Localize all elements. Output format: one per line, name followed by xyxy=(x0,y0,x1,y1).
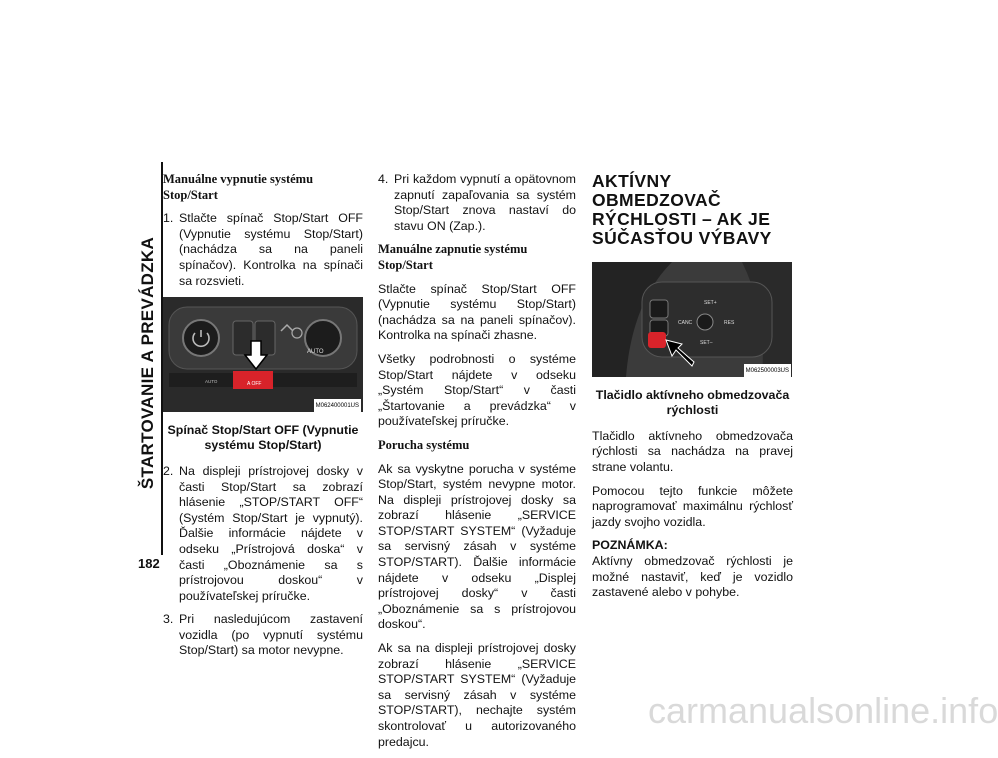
set-plus-label: SET+ xyxy=(704,300,717,306)
list-number: 3. xyxy=(163,612,174,627)
note-heading: POZNÁMKA: xyxy=(592,538,668,553)
column-1 xyxy=(163,172,363,667)
switch-panel-illustration xyxy=(163,297,363,412)
list-text: Stlačte spínač Stop/Start OFF (Vypnutie systému Stop/Start) (nachádza sa na paneli spínačov). Kontrolka na spínači sa rozsvieti. xyxy=(179,211,363,288)
watermark: carmanualsonline.info xyxy=(648,690,998,731)
canc-label: CANC xyxy=(678,320,693,326)
paragraph: Pomocou tejto funkcie môžete naprogramovať maximálnu rýchlosť jazdy svojho vozidla. xyxy=(592,483,793,529)
figure-caption: Tlačidlo aktívneho obmedzovača rýchlosti xyxy=(595,387,790,418)
list-number: 4. xyxy=(378,172,389,186)
subheading-manual-on: Manuálne zapnutie systému Stop/Start xyxy=(378,242,528,272)
list-item xyxy=(163,612,363,659)
paragraph: Ak sa vyskytne porucha v systéme Stop/Start, systém nevypne motor. Na displeji prístrojovej dosky sa zobrazí hlásenie „SERVICE STOP/START SYSTEM“ (Vyžaduje sa servisný zásah v systéme STOP/START). Ďalšie informácie nájdete v odseku „Displej prístrojovej dosky“ v časti „Oboznámenie sa s prístrojovou doskou“. xyxy=(378,461,576,632)
set-minus-label: SET– xyxy=(700,340,713,346)
paragraph: Tlačidlo aktívneho obmedzovača rýchlosti sa nachádza na pravej strane volantu. xyxy=(592,428,793,474)
res-label: RES xyxy=(724,320,735,326)
list-item xyxy=(163,464,363,604)
list-item xyxy=(163,211,363,289)
list-number: 2. xyxy=(163,463,174,478)
list-text: Pri každom vypnutí a opätovnom zapnutí zapaľovania sa systém Stop/Start znova nastaví do stavu ON (Zap.). xyxy=(394,172,576,233)
note-text: Aktívny obmedzovač rýchlosti je možné nastaviť, keď je vozidlo zastavené alebo v pohybe. xyxy=(592,553,793,600)
column-2 xyxy=(378,172,576,758)
list-text: Pri nasledujúcom zastavení vozidla (po vypnutí systému Stop/Start) sa motor nevypne. xyxy=(179,612,363,658)
figure-code: M062500003US xyxy=(744,364,791,380)
list-text: Na displeji prístrojovej dosky v časti Stop/Start sa zobrazí hlásenie „STOP/START OFF“ (Systém Stop/Start je vypnutý). Ďalšie informácie nájdete v odseku „Prístrojová doska“ v časti „Oboznámenie sa s prístrojovou doskou“ v používateľskej príručke. xyxy=(179,463,363,603)
figure-stop-start-switch xyxy=(163,297,363,417)
paragraph: Stlačte spínač Stop/Start OFF (Vypnutie systému Stop/Start) (nachádza sa na paneli spínačov). Kontrolka na spínači zhasne. xyxy=(378,281,576,343)
figure-speed-limiter-button xyxy=(592,262,793,382)
figure-code: M062400001US xyxy=(314,399,361,415)
steering-wheel-illustration xyxy=(592,262,792,377)
column-3 xyxy=(592,172,793,609)
subheading-malfunction: Porucha systému xyxy=(378,437,470,452)
paragraph: Ak sa na displeji prístrojovej dosky zobrazí hlásenie „SERVICE STOP/START SYSTEM“ (Vyžaduje sa servisný zásah v systéme STOP/START), nechajte systém skontrolovať u autorizovaného predajcu. xyxy=(378,641,576,749)
subheading-manual-off: Manuálne vypnutie systému Stop/Start xyxy=(163,172,314,202)
list-number: 1. xyxy=(163,211,174,226)
page-number: 182 xyxy=(138,556,160,571)
auto-small-label: AUTO xyxy=(205,379,218,385)
auto-label: AUTO xyxy=(307,349,324,356)
list-item xyxy=(378,172,576,234)
chapter-side-tab: ŠTARTOVANIE A PREVÁDZKA xyxy=(138,236,157,489)
paragraph: Všetky podrobnosti o systéme Stop/Start nájdete v odseku „Systém Stop/Start“ v časti „Štartovanie a prevádzka“ v používateľskej príručke. xyxy=(378,351,576,429)
a-off-label: A OFF xyxy=(247,381,262,388)
section-heading: AKTÍVNY OBMEDZOVAČ RÝCHLOSTI – AK JE SÚČASŤOU VÝBAVY xyxy=(592,171,772,248)
figure-caption: Spínač Stop/Start OFF (Vypnutie systému Stop/Start) xyxy=(167,422,359,453)
